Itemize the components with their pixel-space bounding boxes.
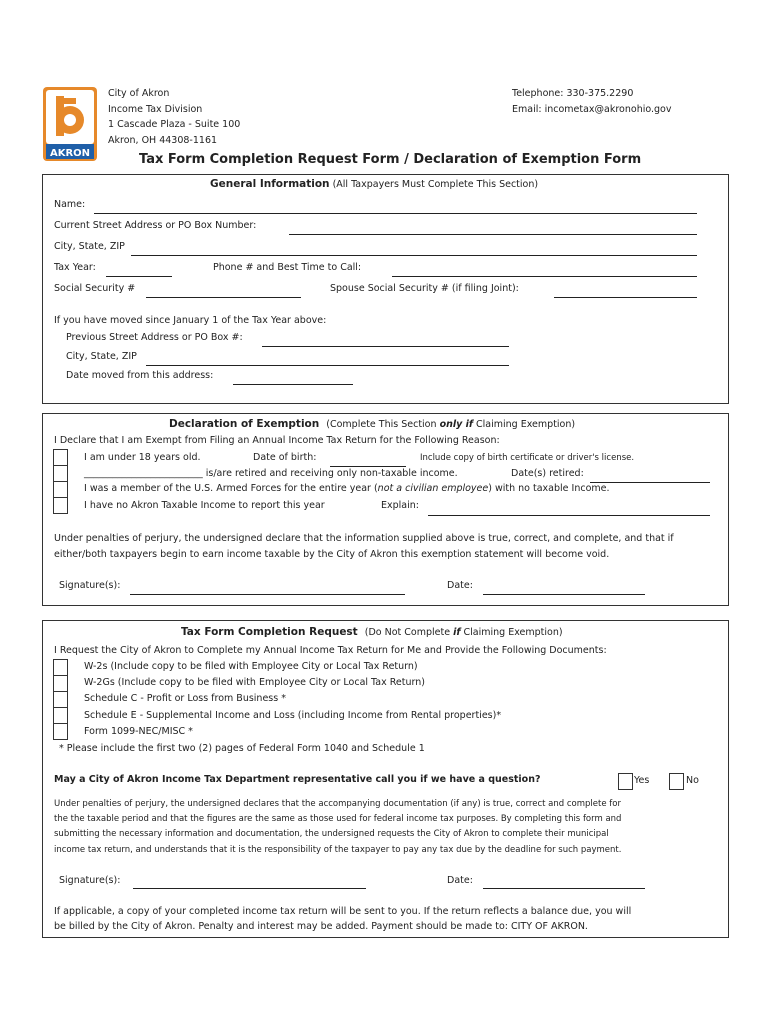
request-note-pre: (Do Not Complete (364, 627, 451, 638)
call-no-label: No (686, 775, 699, 786)
telephone: Telephone: 330-375.2290 (512, 88, 634, 99)
city-field[interactable] (131, 255, 697, 256)
w2g-checkbox[interactable] (53, 675, 68, 692)
city-of-akron-logo (42, 86, 98, 162)
request-signature-field[interactable] (133, 888, 366, 889)
call-no-checkbox[interactable] (669, 773, 684, 790)
tax-year-field[interactable] (106, 276, 172, 277)
request-perjury-line-3: submitting the necessary information and documentation, the undersigned requests the City of Akron to complete their municipal (54, 829, 609, 839)
request-heading (181, 626, 563, 639)
exemption-perjury-line-2: either/both taxpayers begin to earn income taxable by the City of Akron this exemption statement will become void. (54, 549, 610, 560)
spouse-ssn-field[interactable] (554, 297, 697, 298)
name-field[interactable] (94, 213, 697, 214)
org-street: 1 Cascade Plaza - Suite 100 (108, 119, 241, 130)
schedule-c-checkbox[interactable] (53, 691, 68, 708)
moved-label: If you have moved since January 1 of the Tax Year above: (54, 315, 327, 326)
schedule-e-label: Schedule E - Supplemental Income and Loss (including Income from Rental properties)* (84, 710, 502, 721)
org-address (108, 86, 240, 148)
tax-year-label: Tax Year: (54, 262, 96, 273)
armed-post: ) with no taxable Income. (488, 483, 610, 494)
phone-label: Phone # and Best Time to Call: (213, 262, 362, 273)
org-city: Akron, OH 44308-1161 (108, 134, 218, 146)
exemption-note-pre: (Complete This Section (326, 419, 437, 430)
general-heading-note: (All Taxpayers Must Complete This Section) (332, 179, 539, 190)
prev-city-label: City, State, ZIP (66, 351, 137, 362)
name-label: Name: (54, 199, 86, 210)
request-heading-note (365, 627, 563, 638)
email: Email: incometax@akronohio.gov (512, 103, 672, 115)
dob-field[interactable] (330, 466, 406, 467)
request-perjury-line-1: Under penalties of perjury, the undersigned declares that the accompanying documentation (if any) is true, correct and complete for (54, 799, 621, 809)
address-label: Current Street Address or PO Box Number: (54, 220, 257, 231)
general-heading (210, 178, 538, 191)
no-income-checkbox[interactable] (53, 497, 68, 514)
date-moved-field[interactable] (233, 384, 353, 385)
logo-wordmark: AKRON (49, 148, 91, 159)
schedule-e-checkbox[interactable] (53, 707, 68, 724)
exemption-note-em: only if (439, 419, 473, 430)
ssn-field[interactable] (146, 297, 301, 298)
w2-checkbox[interactable] (53, 659, 68, 676)
retired-checkbox[interactable] (53, 465, 68, 482)
explain-label: Explain: (381, 500, 419, 511)
call-yes-checkbox[interactable] (618, 773, 633, 790)
form-1099-label: Form 1099-NEC/MISC * (84, 726, 193, 737)
closing-line-1: If applicable, a copy of your completed income tax return will be sent to you. If the return reflects a balance due, you will (54, 906, 632, 917)
exemption-heading-title: Declaration of Exemption (169, 418, 320, 430)
retired-date-label: Date(s) retired: (511, 468, 584, 479)
city-label: City, State, ZIP (54, 241, 125, 252)
exemption-signature-field[interactable] (130, 594, 405, 595)
exemption-intro: I Declare that I am Exempt from Filing an Annual Income Tax Return for the Following Reason: (54, 435, 500, 446)
under-18-checkbox[interactable] (53, 449, 68, 466)
request-heading-title: Tax Form Completion Request (181, 626, 358, 638)
dob-label: Date of birth: (253, 452, 317, 463)
armed-forces-label (84, 484, 610, 495)
armed-forces-checkbox[interactable] (53, 481, 68, 498)
request-note-em: if (453, 627, 461, 638)
exemption-perjury-line-1: Under penalties of perjury, the undersigned declare that the information supplied above is true, correct, and complete, and that if (54, 533, 674, 544)
exemption-note-post: Claiming Exemption) (476, 419, 576, 430)
armed-em: not a civilian employee (377, 483, 489, 494)
spouse-ssn-label: Spouse Social Security # (if filing Joint): (330, 283, 519, 294)
schedule-c-label: Schedule C - Profit or Loss from Business * (84, 693, 286, 704)
prev-city-field[interactable] (146, 365, 509, 366)
request-note-post: Claiming Exemption) (463, 627, 563, 638)
request-perjury-line-4: income tax return, and understands that it is the responsibility of the taxpayer to pay any tax due by the deadline for such payment. (54, 845, 622, 855)
prev-address-label: Previous Street Address or PO Box #: (66, 332, 243, 343)
armed-pre: I was a member of the U.S. Armed Forces for the entire year ( (84, 483, 378, 494)
page-title: Tax Form Completion Request Form / Declaration of Exemption Form (139, 152, 642, 167)
no-income-label: I have no Akron Taxable Income to report this year (84, 500, 325, 511)
w2-label: W-2s (Include copy to be filed with Employee City or Local Tax Return) (84, 661, 418, 672)
exemption-date-field[interactable] (483, 594, 645, 595)
org-name: City of Akron (108, 88, 170, 99)
explain-field[interactable] (428, 515, 710, 516)
date-moved-label: Date moved from this address: (66, 370, 214, 381)
address-field[interactable] (289, 234, 697, 235)
retired-label: _________________________ is/are retired and receiving only non-taxable income. (84, 468, 458, 479)
dob-note: Include copy of birth certificate or driver's license. (420, 453, 635, 463)
call-yes-label: Yes (634, 775, 650, 786)
org-division: Income Tax Division (108, 103, 203, 115)
general-heading-title: General Information (210, 178, 330, 190)
request-signature-label: Signature(s): (59, 875, 121, 886)
prev-address-field[interactable] (262, 346, 509, 347)
under-18-label: I am under 18 years old. (84, 452, 201, 463)
request-date-label: Date: (447, 875, 473, 886)
exemption-date-label: Date: (447, 580, 473, 591)
closing-line-2: be billed by the City of Akron. Penalty and interest may be added. Payment should be made to: CITY OF AKRON. (54, 921, 588, 932)
phone-field[interactable] (392, 276, 697, 277)
request-perjury-line-2: the the taxable period and that the figures are the same as those used for federal income tax purposes. By completing this form and (54, 814, 622, 824)
ssn-label: Social Security # (54, 283, 136, 294)
exemption-heading (169, 418, 575, 431)
contact-info (512, 86, 672, 117)
request-intro: I Request the City of Akron to Complete my Annual Income Tax Return for Me and Provide the Following Documents: (54, 645, 607, 656)
request-date-field[interactable] (483, 888, 645, 889)
form-1099-checkbox[interactable] (53, 723, 68, 740)
exemption-signature-label: Signature(s): (59, 580, 121, 591)
w2g-label: W-2Gs (Include copy to be filed with Employee City or Local Tax Return) (84, 677, 425, 688)
exemption-heading-note (326, 419, 575, 430)
request-footnote: * Please include the first two (2) pages of Federal Form 1040 and Schedule 1 (59, 743, 425, 754)
call-question: May a City of Akron Income Tax Department representative call you if we have a question? (54, 774, 541, 785)
